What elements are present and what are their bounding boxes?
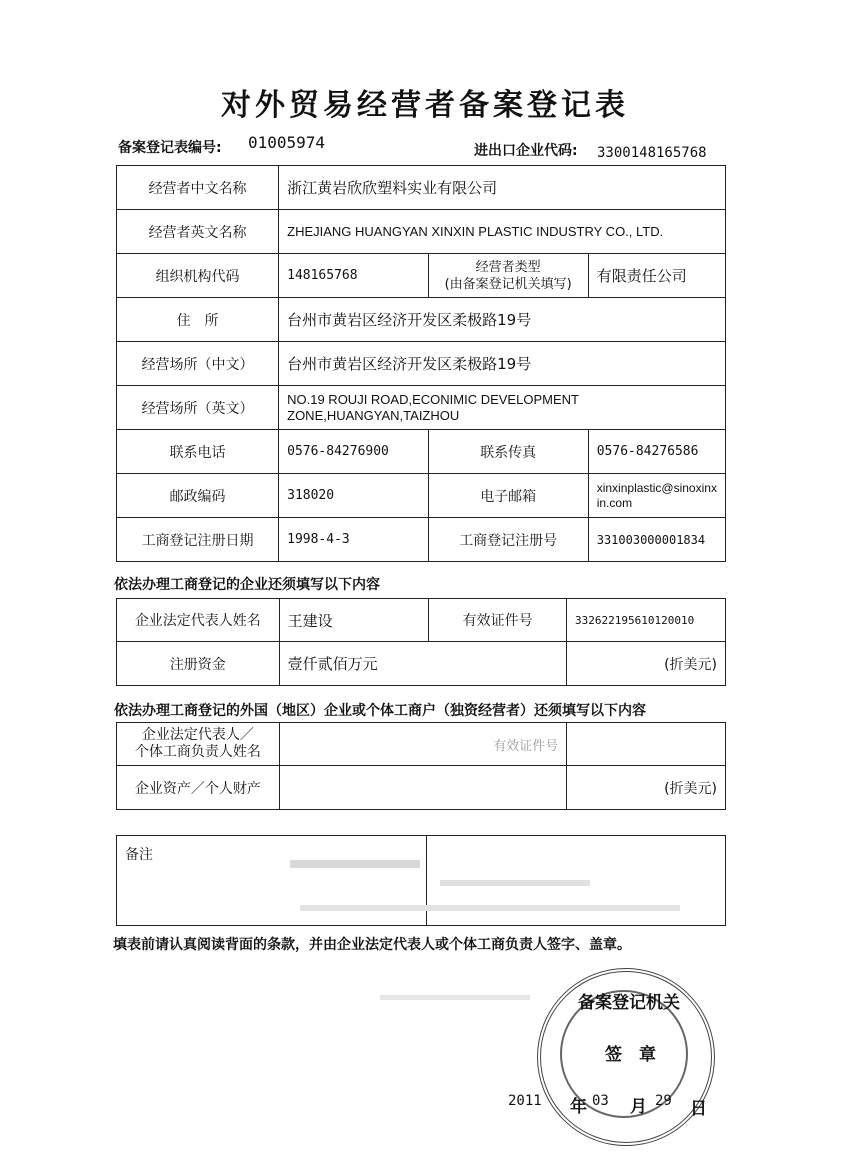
- zip-value: 318020: [279, 474, 429, 518]
- legal-rep-label: 企业法定代表人姓名: [117, 599, 280, 642]
- rep-name-label-line2: 个体工商负责人姓名: [134, 744, 261, 760]
- email-label: 电子邮箱: [428, 474, 588, 518]
- capital-value: 壹仟贰佰万元: [279, 642, 566, 686]
- address-value: 台州市黄岩区经济开发区柔极路19号: [279, 298, 726, 342]
- import-export-code: 3300148165768: [597, 145, 707, 161]
- remarks-left: [117, 836, 427, 926]
- assets-label: 企业资产／个人财产: [117, 766, 280, 810]
- section3-heading: 依法办理工商登记的外国（地区）企业或个体工商户（独资经营者）还须填写以下内容: [114, 703, 646, 719]
- business-reg-no-value: 331003000001834: [588, 518, 725, 562]
- id-no-label: 有效证件号: [429, 599, 567, 642]
- email-line2: in.com: [596, 495, 633, 510]
- section2-table: [116, 598, 726, 686]
- operator-info-table: [116, 165, 726, 562]
- date-month: 03: [592, 1093, 609, 1109]
- assets-unit: (折美元): [567, 766, 726, 810]
- reg-table-no: 01005974: [248, 133, 326, 152]
- site-en-label: 经营场所（英文）: [117, 386, 279, 430]
- id-no-value: 332622195610120010: [567, 599, 726, 642]
- document-title: 对外贸易经营者备案登记表: [221, 88, 629, 123]
- operator-type-label-line2: (由备案登记机关填写): [444, 276, 572, 292]
- email-value: [588, 474, 725, 518]
- business-reg-no-label: 工商登记注册号: [428, 518, 588, 562]
- site-cn-label: 经营场所（中文）: [117, 342, 279, 386]
- section2-heading: 依法办理工商登记的企业还须填写以下内容: [114, 577, 380, 593]
- seal-label: 签 章: [605, 1045, 656, 1065]
- address-label: 住 所: [117, 298, 279, 342]
- section3-table: [116, 722, 726, 810]
- date-year: 2011: [508, 1093, 542, 1109]
- cn-name-label: 经营者中文名称: [117, 166, 279, 210]
- site-en-line2: ZONE,HUANGYAN,TAIZHOU: [287, 407, 460, 423]
- rep-name-label: [117, 723, 280, 766]
- remarks-table: [116, 835, 726, 926]
- rep-id-value: [567, 723, 726, 766]
- date-month-char: 月: [630, 1097, 647, 1117]
- rep-id-label: 有效证件号: [279, 723, 566, 766]
- operator-type-label-line1: 经营者类型: [475, 259, 541, 275]
- reg-date-label: 工商登记注册日期: [117, 518, 279, 562]
- footer-note: 填表前请认真阅读背面的条款，并由企业法定代表人或个体工商负责人签字、盖章。: [113, 937, 631, 953]
- site-en-line1: NO.19 ROUJI ROAD,ECONIMIC DEVELOPMENT: [287, 391, 579, 407]
- date-day: 29: [655, 1093, 672, 1109]
- authority-label: 备案登记机关: [578, 993, 680, 1013]
- phone-label: 联系电话: [117, 430, 279, 474]
- capital-label: 注册资金: [117, 642, 280, 686]
- reg-table-no-label: 备案登记表编号:: [118, 140, 222, 156]
- scan-artifact: [290, 860, 420, 868]
- date-year-char: 年: [570, 1097, 587, 1117]
- date-day-char: 日: [690, 1099, 707, 1119]
- operator-type-label: [428, 254, 588, 298]
- cn-name-value: 浙江黄岩欣欣塑料实业有限公司: [279, 166, 726, 210]
- email-line1: xinxinplastic@sinoxinx: [596, 480, 717, 495]
- scan-artifact: [380, 995, 530, 1000]
- scan-artifact: [440, 880, 590, 886]
- scan-artifact: [300, 905, 680, 911]
- remarks-label: 备注: [125, 847, 153, 863]
- fax-label: 联系传真: [428, 430, 588, 474]
- site-cn-value: 台州市黄岩区经济开发区柔极路19号: [279, 342, 726, 386]
- operator-type-value: 有限责任公司: [588, 254, 725, 298]
- site-en-value: [279, 386, 726, 430]
- fax-value: 0576-84276586: [588, 430, 725, 474]
- org-code-value: 148165768: [279, 254, 429, 298]
- en-name-value: ZHEJIANG HUANGYAN XINXIN PLASTIC INDUSTRY CO., LTD.: [279, 210, 726, 254]
- en-name-label: 经营者英文名称: [117, 210, 279, 254]
- import-export-code-label: 进出口企业代码:: [474, 143, 578, 159]
- phone-value: 0576-84276900: [279, 430, 429, 474]
- legal-rep-value: 王建设: [279, 599, 429, 642]
- reg-date-value: 1998-4-3: [279, 518, 429, 562]
- capital-unit: (折美元): [567, 642, 726, 686]
- zip-label: 邮政编码: [117, 474, 279, 518]
- org-code-label: 组织机构代码: [117, 254, 279, 298]
- rep-name-label-line1: 企业法定代表人／: [141, 727, 254, 743]
- assets-value: [279, 766, 566, 810]
